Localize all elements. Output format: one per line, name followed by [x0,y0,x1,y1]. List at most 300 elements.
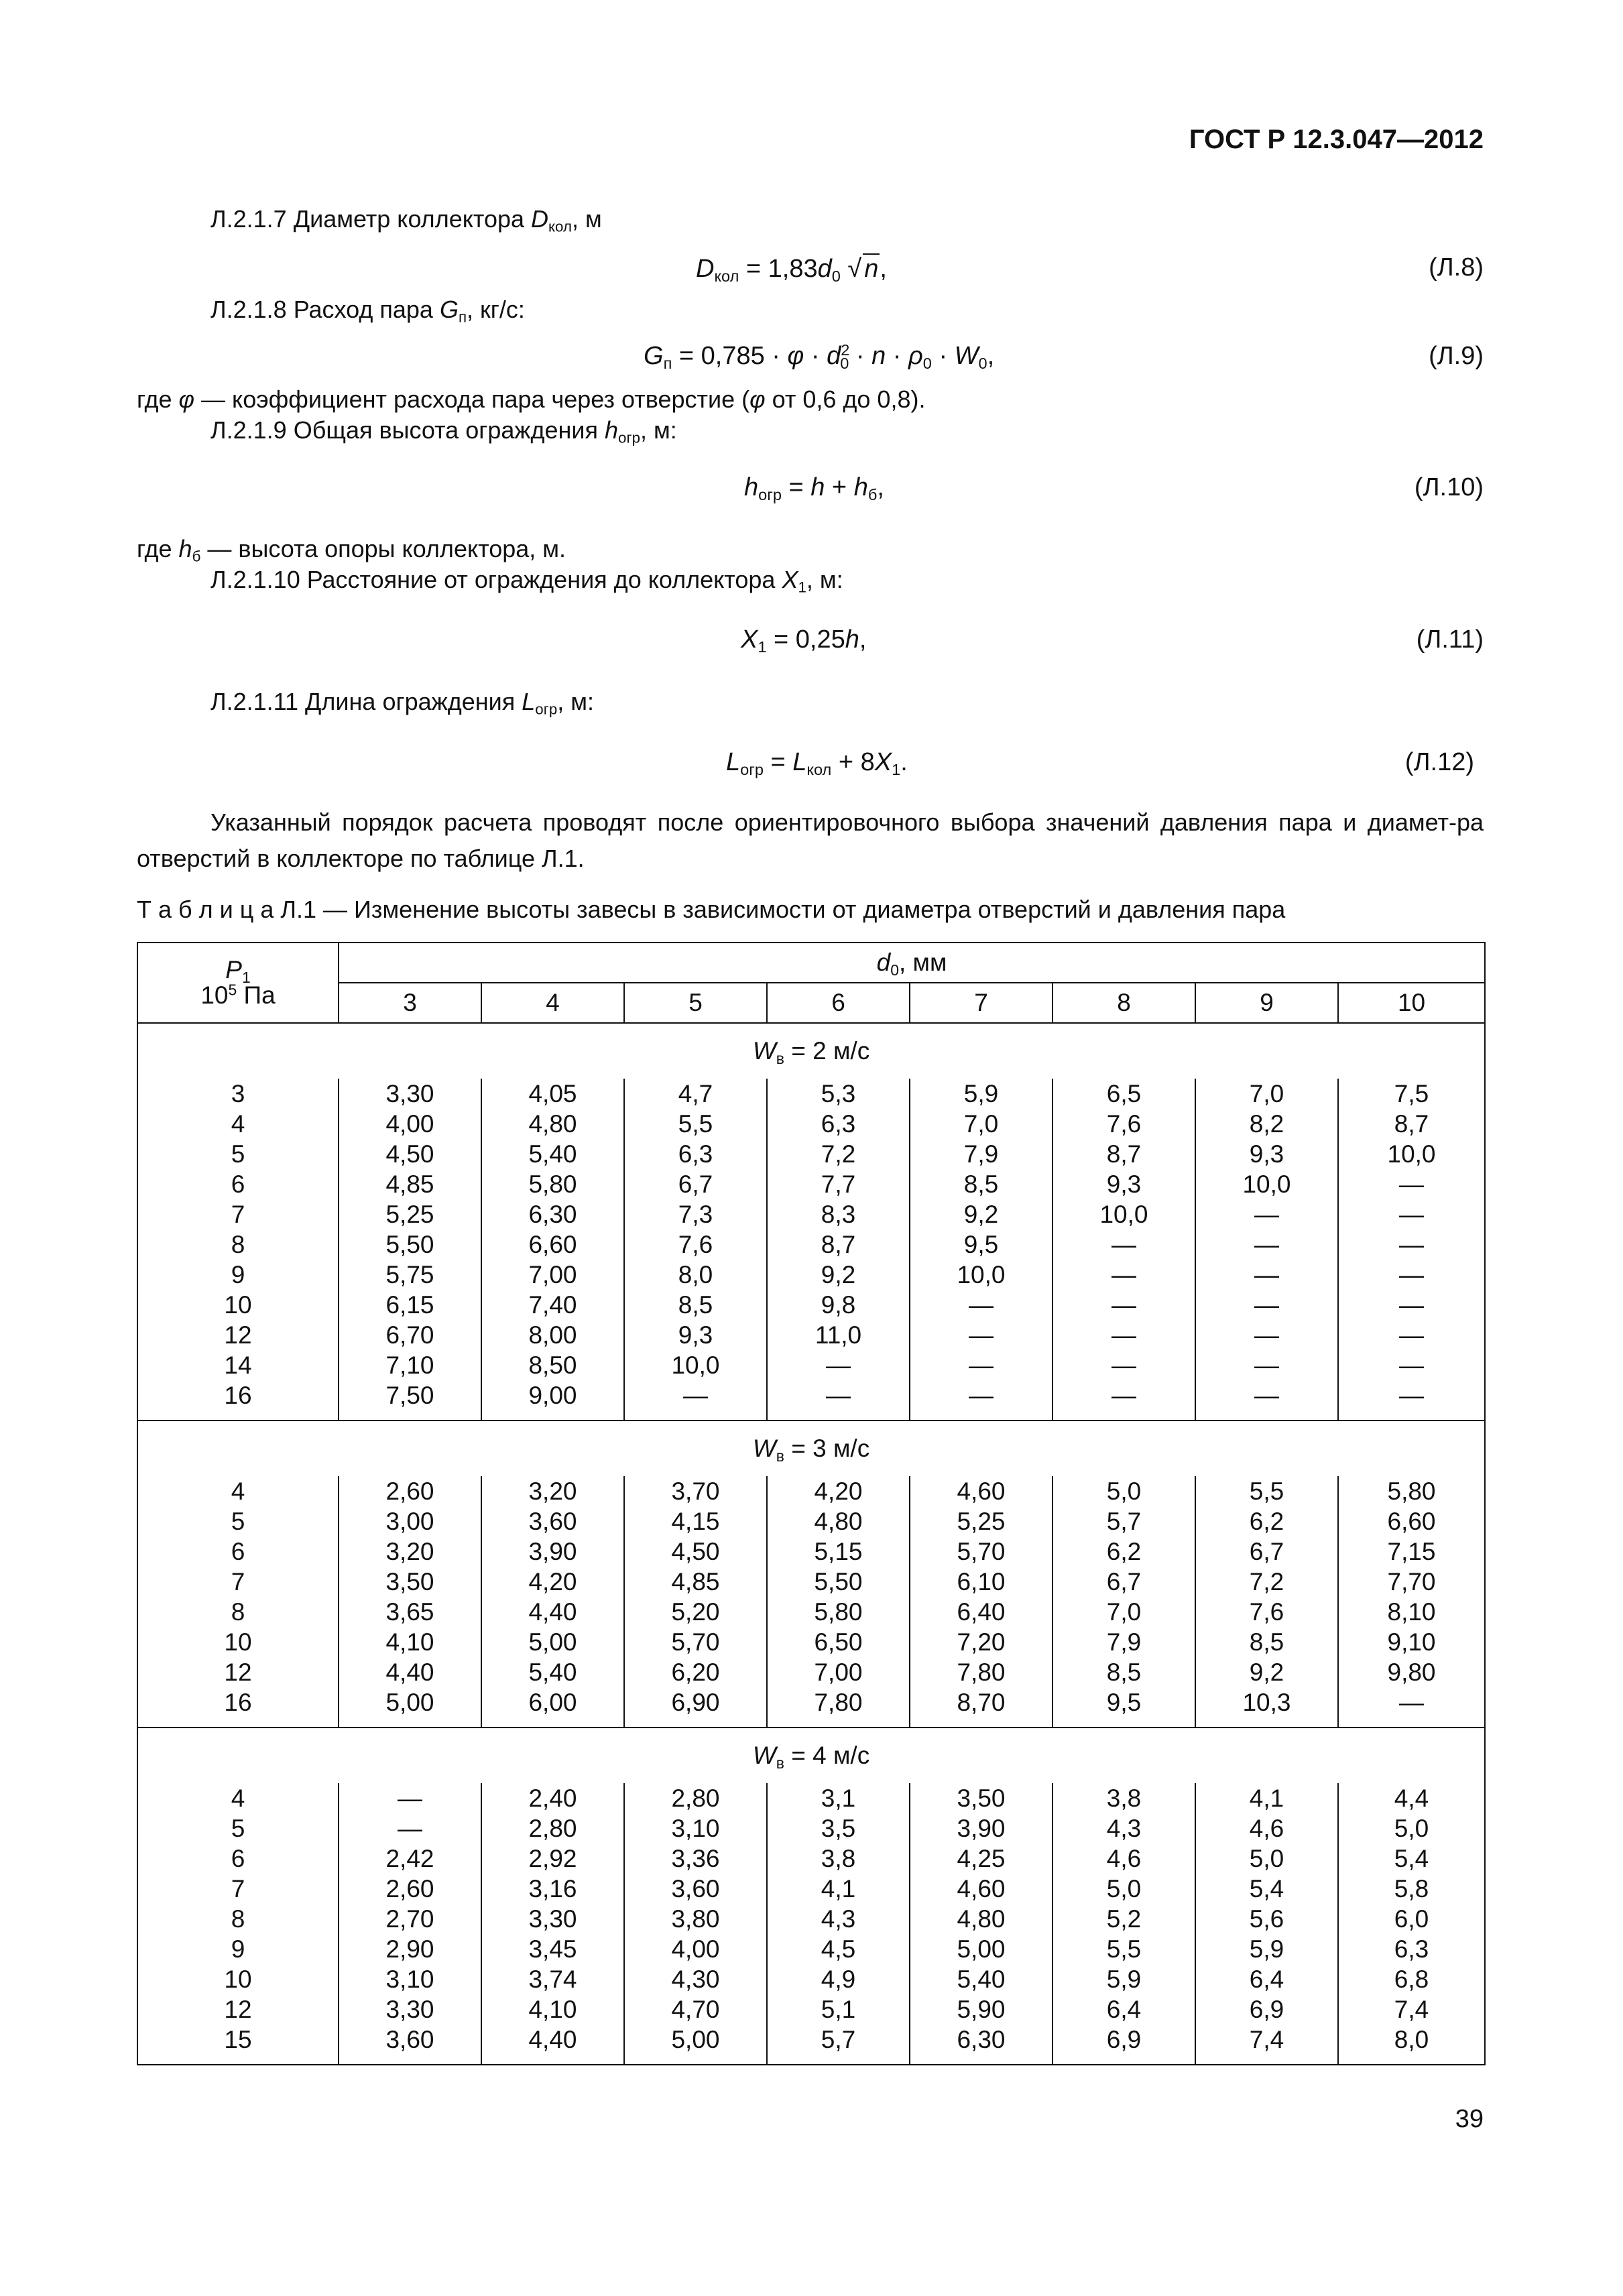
clause-l217: Л.2.1.7 Диаметр коллектора $D_{кол}$, м [211,205,602,235]
table-row [137,1994,1485,2025]
height-cell: 4,10 [339,1627,481,1657]
pressure-cell: 10 [137,1290,339,1320]
column-header: 3 [339,983,481,1023]
height-cell: — [1195,1199,1338,1229]
pressure-cell: 7 [137,1567,339,1597]
height-cell: 4,60 [910,1476,1053,1506]
pressure-cell: 5 [137,1139,339,1169]
height-cell: 4,20 [481,1567,624,1597]
height-cell: 4,30 [624,1964,767,1994]
height-cell: 7,3 [624,1199,767,1229]
section-header-row [137,1728,1485,1783]
height-cell: 4,3 [767,1904,910,1934]
height-cell: — [339,1813,481,1844]
air-speed-label: $W_в = 4$ м/с [137,1728,1485,1783]
height-cell: 10,0 [910,1260,1053,1290]
pressure-cell: 5 [137,1813,339,1844]
height-cell: 5,9 [1195,1934,1338,1964]
height-cell: 4,9 [767,1964,910,1994]
height-cell: 6,30 [910,2025,1053,2065]
table-row [137,1783,1485,1813]
height-cell: 5,6 [1195,1904,1338,1934]
height-cell: 5,1 [767,1994,910,2025]
height-cell: — [1338,1350,1485,1380]
height-cell: 7,40 [481,1290,624,1320]
height-cell: 3,16 [481,1874,624,1904]
height-cell: 2,42 [339,1844,481,1874]
height-cell: 8,5 [624,1290,767,1320]
height-cell: 4,4 [1338,1783,1485,1813]
height-cell: 5,70 [910,1536,1053,1567]
height-cell: 2,70 [339,1904,481,1934]
height-cell: 7,6 [1195,1597,1338,1627]
pressure-cell: 7 [137,1874,339,1904]
height-cell: 7,50 [339,1380,481,1421]
clause-l219: Л.2.1.9 Общая высота ограждения $h_{огр}$, м: [211,416,677,446]
height-cell: 3,10 [339,1964,481,1994]
height-cell: 7,4 [1338,1994,1485,2025]
height-cell: 3,36 [624,1844,767,1874]
height-cell: 5,5 [1195,1476,1338,1506]
height-cell: 6,2 [1053,1536,1195,1567]
height-cell: 4,40 [481,1597,624,1627]
height-cell: 3,90 [481,1536,624,1567]
table-row [137,1874,1485,1904]
height-cell: 2,40 [481,1783,624,1813]
height-cell: 6,50 [767,1627,910,1657]
page-number: 39 [1455,2105,1484,2133]
height-cell: — [1195,1320,1338,1350]
height-cell: 6,20 [624,1657,767,1687]
table-row [137,2025,1485,2065]
height-cell: 3,8 [767,1844,910,1874]
pressure-cell: 12 [137,1657,339,1687]
data-table [137,942,1486,2065]
height-cell: 9,80 [1338,1657,1485,1687]
height-cell: 7,2 [1195,1567,1338,1597]
pressure-cell: 10 [137,1964,339,1994]
height-cell: 3,60 [339,2025,481,2065]
table-row [137,1350,1485,1380]
height-cell: 4,60 [910,1874,1053,1904]
height-cell: 7,80 [910,1657,1053,1687]
height-cell: 5,50 [767,1567,910,1597]
pressure-cell: 5 [137,1506,339,1536]
height-cell: 4,10 [481,1994,624,2025]
table-row [137,1536,1485,1567]
pressure-cell: 16 [137,1687,339,1728]
height-cell: 7,0 [910,1109,1053,1139]
height-cell: 7,2 [767,1139,910,1169]
height-cell: 6,7 [1053,1567,1195,1597]
height-cell: — [1338,1260,1485,1290]
height-cell: 7,70 [1338,1567,1485,1597]
height-cell: 9,3 [1195,1139,1338,1169]
height-cell: 6,3 [1338,1934,1485,1964]
column-header: 4 [481,983,624,1023]
height-cell: 4,20 [767,1476,910,1506]
height-cell: — [1195,1350,1338,1380]
definition-h6: где $h_б$ — высота опоры коллектора, м. [137,535,566,565]
height-cell: 5,00 [481,1627,624,1657]
height-cell: 7,6 [1053,1109,1195,1139]
height-cell: 4,50 [339,1139,481,1169]
clause-l2110: Л.2.1.10 Расстояние от ограждения до коллектора $X_1$, м: [211,566,843,596]
height-cell: 5,50 [339,1229,481,1260]
height-cell: 5,25 [910,1506,1053,1536]
height-cell: 8,5 [910,1169,1053,1199]
table-row [137,1476,1485,1506]
column-header: 5 [624,983,767,1023]
air-speed-label: $W_в = 2$ м/с [137,1023,1485,1079]
table-row [137,1844,1485,1874]
height-cell: 3,10 [624,1813,767,1844]
height-cell: 9,8 [767,1290,910,1320]
height-cell: 5,70 [624,1627,767,1657]
height-cell: 6,0 [1338,1904,1485,1934]
height-cell: 6,3 [624,1139,767,1169]
height-cell: 3,20 [339,1536,481,1567]
clause-l218: Л.2.1.8 Расход пара $G_п$, кг/с: [211,296,525,326]
height-cell: 6,60 [1338,1506,1485,1536]
height-cell: 6,00 [481,1687,624,1728]
pressure-cell: 12 [137,1994,339,2025]
height-cell: 3,60 [624,1874,767,1904]
height-cell: 6,9 [1053,2025,1195,2065]
height-cell: 5,40 [481,1139,624,1169]
height-cell: 8,5 [1053,1657,1195,1687]
equation-number: (Л.9) [1429,342,1484,370]
height-cell: 5,3 [767,1079,910,1109]
height-cell: 4,50 [624,1536,767,1567]
column-header: 7 [910,983,1053,1023]
pressure-cell: 14 [137,1350,339,1380]
height-cell: 6,60 [481,1229,624,1260]
pressure-cell: 9 [137,1260,339,1290]
height-cell: 6,30 [481,1199,624,1229]
height-cell: 6,7 [1195,1536,1338,1567]
height-cell: 7,7 [767,1169,910,1199]
column-header: 10 [1338,983,1485,1023]
height-cell: 3,65 [339,1597,481,1627]
height-cell: — [1338,1320,1485,1350]
height-cell: 6,4 [1195,1964,1338,1994]
height-cell: 8,10 [1338,1597,1485,1627]
height-cell: 2,92 [481,1844,624,1874]
table-row [137,1199,1485,1229]
table-row [137,1567,1485,1597]
height-cell: 6,10 [910,1567,1053,1597]
height-cell: — [767,1380,910,1421]
height-cell: 4,5 [767,1934,910,1964]
height-cell: — [1195,1290,1338,1320]
height-cell: — [1195,1229,1338,1260]
height-cell: 5,40 [481,1657,624,1687]
height-cell: 9,3 [624,1320,767,1350]
pressure-cell: 9 [137,1934,339,1964]
height-cell: — [624,1380,767,1421]
height-cell: — [1338,1290,1485,1320]
height-cell: — [910,1290,1053,1320]
height-cell: 5,7 [767,2025,910,2065]
height-cell: 9,5 [910,1229,1053,1260]
pressure-cell: 16 [137,1380,339,1421]
height-cell: 4,6 [1053,1844,1195,1874]
height-cell: 9,2 [767,1260,910,1290]
section-header-row [137,1421,1485,1476]
height-cell: 8,7 [1338,1109,1485,1139]
table-row [137,1169,1485,1199]
height-cell: 7,9 [1053,1627,1195,1657]
height-cell: 9,2 [1195,1657,1338,1687]
height-cell: — [1338,1229,1485,1260]
height-cell: — [1053,1260,1195,1290]
height-cell: 3,30 [339,1079,481,1109]
height-cell: — [1338,1199,1485,1229]
height-cell: — [910,1320,1053,1350]
pressure-cell: 8 [137,1229,339,1260]
height-cell: 5,90 [910,1994,1053,2025]
height-cell: 4,25 [910,1844,1053,1874]
height-cell: 6,40 [910,1597,1053,1627]
height-cell: — [1053,1350,1195,1380]
height-cell: 4,80 [481,1109,624,1139]
height-cell: 3,5 [767,1813,910,1844]
height-cell: — [1053,1320,1195,1350]
table-row [137,1597,1485,1627]
height-cell: 3,45 [481,1934,624,1964]
height-cell: 4,00 [624,1934,767,1964]
definition-phi: где φ — коэффициент расхода пара через отверстие (φ от 0,6 до 0,8). [137,385,926,413]
formula-l8: $D_{кол} = 1,83d_0$ √ n, [696,255,887,286]
height-cell: 8,7 [1053,1139,1195,1169]
height-cell: 4,3 [1053,1813,1195,1844]
pressure-cell: 6 [137,1536,339,1567]
height-cell: 4,40 [481,2025,624,2065]
height-cell: 5,5 [624,1109,767,1139]
height-cell: 3,50 [339,1567,481,1597]
height-cell: 5,00 [339,1687,481,1728]
height-cell: 7,10 [339,1350,481,1380]
height-cell: — [1338,1380,1485,1421]
height-cell: 3,1 [767,1783,910,1813]
table-row [137,1260,1485,1290]
height-cell: 4,00 [339,1109,481,1139]
height-cell: 5,5 [1053,1934,1195,1964]
pressure-cell: 8 [137,1904,339,1934]
height-cell: 5,20 [624,1597,767,1627]
height-cell: — [1053,1229,1195,1260]
height-cell: 7,20 [910,1627,1053,1657]
height-cell: 2,60 [339,1874,481,1904]
height-cell: 5,0 [1338,1813,1485,1844]
table-row [137,1109,1485,1139]
height-cell: 4,15 [624,1506,767,1536]
height-cell: — [1053,1290,1195,1320]
height-cell: 7,00 [481,1260,624,1290]
pressure-cell: 15 [137,2025,339,2065]
height-cell: 4,80 [767,1506,910,1536]
height-cell: 10,0 [1195,1169,1338,1199]
height-cell: 5,2 [1053,1904,1195,1934]
height-cell: 7,4 [1195,2025,1338,2065]
height-cell: 2,60 [339,1476,481,1506]
height-cell: 3,90 [910,1813,1053,1844]
height-cell: 3,74 [481,1964,624,1994]
height-cell: — [910,1350,1053,1380]
height-cell: 9,3 [1053,1169,1195,1199]
height-cell: 2,80 [481,1813,624,1844]
table-row [137,1229,1485,1260]
height-cell: 4,6 [1195,1813,1338,1844]
height-cell: 7,9 [910,1139,1053,1169]
height-cell: — [339,1783,481,1813]
pressure-cell: 6 [137,1169,339,1199]
height-cell: 5,80 [481,1169,624,1199]
formula-l10: $h_{огр} = h + h_б$, [744,473,884,504]
pressure-header: $P_1$ $10^5$ Па [137,943,339,1023]
height-cell: 6,5 [1053,1079,1195,1109]
equation-number: (Л.8) [1429,253,1484,282]
height-cell: 3,00 [339,1506,481,1536]
pressure-cell: 3 [137,1079,339,1109]
height-cell: 4,70 [624,1994,767,2025]
height-cell: 9,10 [1338,1627,1485,1657]
height-cell: 8,7 [767,1229,910,1260]
height-cell: — [1195,1380,1338,1421]
column-header: 6 [767,983,910,1023]
table-row [137,1139,1485,1169]
height-cell: 8,2 [1195,1109,1338,1139]
height-cell: 3,30 [339,1994,481,2025]
height-cell: 5,7 [1053,1506,1195,1536]
height-cell: 7,15 [1338,1536,1485,1567]
height-cell: — [767,1350,910,1380]
height-cell: 2,80 [624,1783,767,1813]
height-cell: 5,9 [1053,1964,1195,1994]
height-cell: 5,0 [1195,1844,1338,1874]
pressure-cell: 4 [137,1476,339,1506]
height-cell: 10,0 [624,1350,767,1380]
height-cell: 7,5 [1338,1079,1485,1109]
table-row [137,1687,1485,1728]
height-cell: 5,40 [910,1964,1053,1994]
height-cell: 8,70 [910,1687,1053,1728]
height-cell: 5,75 [339,1260,481,1290]
height-cell: 4,1 [767,1874,910,1904]
section-header-row [137,1023,1485,1079]
height-cell: 3,80 [624,1904,767,1934]
height-cell: 2,90 [339,1934,481,1964]
height-cell: 7,6 [624,1229,767,1260]
document-header: ГОСТ Р 12.3.047—2012 [1189,125,1484,154]
pressure-cell: 6 [137,1844,339,1874]
table-row [137,1904,1485,1934]
formula-l12: $L_{огр} = L_{кол} + 8X_1$. [726,748,908,779]
height-cell: 6,70 [339,1320,481,1350]
table-row [137,1380,1485,1421]
height-cell: 5,0 [1053,1476,1195,1506]
table-row [137,1627,1485,1657]
height-cell: 10,0 [1338,1139,1485,1169]
height-cell: 5,00 [624,2025,767,2065]
height-cell: 6,8 [1338,1964,1485,1994]
height-cell: 7,00 [767,1657,910,1687]
table-row [137,1320,1485,1350]
table-row [137,1964,1485,1994]
height-cell: 3,70 [624,1476,767,1506]
formula-l11: $X_1 = 0,25h$, [741,625,867,656]
height-cell: 4,40 [339,1657,481,1687]
pressure-cell: 4 [137,1783,339,1813]
table-row [137,1813,1485,1844]
table-row [137,1934,1485,1964]
clause-l2111: Л.2.1.11 Длина ограждения $L_{огр}$, м: [211,688,595,718]
table-row [137,1506,1485,1536]
height-cell: 3,8 [1053,1783,1195,1813]
height-cell: 4,85 [624,1567,767,1597]
height-cell: 6,7 [624,1169,767,1199]
diameter-header: $d_0$, мм [339,943,1485,983]
height-cell: 4,05 [481,1079,624,1109]
pressure-cell: 10 [137,1627,339,1657]
height-cell: 9,2 [910,1199,1053,1229]
height-cell: 8,50 [481,1350,624,1380]
height-cell: 5,0 [1053,1874,1195,1904]
height-cell: 6,4 [1053,1994,1195,2025]
height-cell: 3,30 [481,1904,624,1934]
height-cell: 5,4 [1195,1874,1338,1904]
column-header: 8 [1053,983,1195,1023]
height-cell: 4,1 [1195,1783,1338,1813]
height-cell: 5,4 [1338,1844,1485,1874]
table-caption: Т а б л и ц а Л.1 — Изменение высоты завесы в зависимости от диаметра отверстий и давления пара [137,896,1286,923]
height-cell: — [1195,1260,1338,1290]
paragraph: Указанный порядок расчета проводят после ориентировочного выбора значений давления пара и диамет-ра отверстий в коллекторе по таблице Л.1. [137,808,1484,872]
height-cell: 8,3 [767,1199,910,1229]
equation-number: (Л.12) [1404,748,1474,776]
height-cell: 5,00 [910,1934,1053,1964]
height-cell: 3,60 [481,1506,624,1536]
height-cell: 6,3 [767,1109,910,1139]
pressure-cell: 8 [137,1597,339,1627]
height-cell: 5,80 [1338,1476,1485,1506]
height-cell: 8,00 [481,1320,624,1350]
height-cell: 7,80 [767,1687,910,1728]
air-speed-label: $W_в = 3$ м/с [137,1421,1485,1476]
height-cell: — [1053,1380,1195,1421]
formula-l9: $G_п = 0,785 \cdot \varphi \cdot d^2_0 \cdot n \cdot \rho_0 \cdot W_0$, [644,341,995,373]
table-row [137,1657,1485,1687]
height-cell: 4,7 [624,1079,767,1109]
pressure-cell: 7 [137,1199,339,1229]
column-header: 9 [1195,983,1338,1023]
height-cell: 4,85 [339,1169,481,1199]
height-cell: 5,8 [1338,1874,1485,1904]
height-cell: 6,2 [1195,1506,1338,1536]
pressure-cell: 12 [137,1320,339,1350]
height-cell: 9,00 [481,1380,624,1421]
pressure-cell: 4 [137,1109,339,1139]
height-cell: 8,5 [1195,1627,1338,1657]
height-cell: — [1338,1169,1485,1199]
table-row [137,1290,1485,1320]
height-cell: 6,90 [624,1687,767,1728]
height-cell: 3,20 [481,1476,624,1506]
height-cell: — [910,1380,1053,1421]
height-cell: 3,50 [910,1783,1053,1813]
height-cell: 7,0 [1053,1597,1195,1627]
